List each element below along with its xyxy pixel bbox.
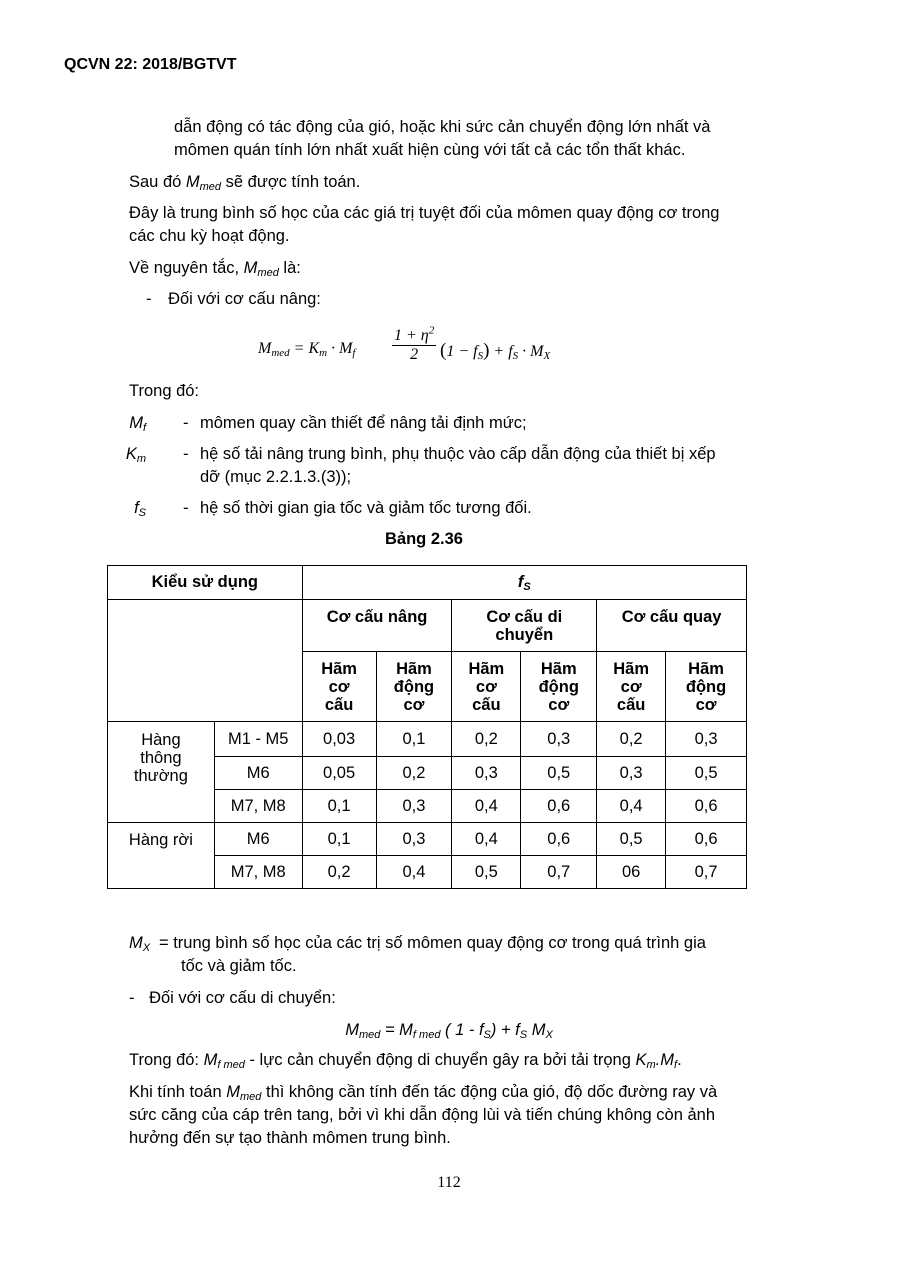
value-cell: 0,2 — [302, 856, 376, 889]
value-cell: 0,05 — [302, 757, 376, 790]
duty-class-cell: M6 — [214, 823, 302, 856]
group-bulk-cargo — [108, 823, 747, 889]
header-usage-type: Kiểu sử dụng — [108, 566, 303, 600]
value-cell: 0,1 — [302, 823, 376, 856]
header-brake-mechanism: Hãm cơ cấu — [452, 652, 521, 722]
value-cell: 0,6 — [521, 790, 597, 823]
value-cell: 0,6 — [666, 790, 747, 823]
value-cell: 0,7 — [666, 856, 747, 889]
value-cell: 0,03 — [302, 722, 376, 757]
definition-km: $K_m$ - hệ số tải nâng trung bình, phụ thuộc vào cấp dẫn động của thiết bị xếp dỡ (mục 2.2.1.3.(3)); — [96, 443, 796, 489]
fs-coefficient-table — [107, 565, 747, 889]
value-cell: 0,4 — [376, 856, 452, 889]
value-cell: 0,2 — [597, 722, 666, 757]
symbol-fs: $f_S$ — [134, 499, 146, 519]
value-cell: 0,3 — [452, 757, 521, 790]
header-brake-motor: Hãm động cơ — [376, 652, 452, 722]
duty-class-cell: M7, M8 — [214, 790, 302, 823]
bullet-travel: - Đối với cơ cấu di chuyển: — [129, 989, 336, 1007]
value-cell: 0,5 — [666, 757, 747, 790]
trong-do-label: Trong đó: — [129, 382, 200, 400]
header-hoisting: Cơ cấu nâng — [302, 600, 452, 652]
header-fs: $f_S$ — [302, 566, 746, 600]
header-travel: Cơ cấu di chuyển — [452, 600, 597, 652]
header-brake-mechanism: Hãm cơ cấu — [597, 652, 666, 722]
symbol-km: $K_m$ — [125, 445, 146, 465]
bullet-hoisting: - Đối với cơ cấu nâng: — [146, 290, 321, 308]
group-ordinary-cargo — [108, 722, 747, 823]
value-cell: 06 — [597, 856, 666, 889]
duty-class-cell: M6 — [214, 757, 302, 790]
definition-mx: $M_X$ = trung bình số học của các trị số mômen quay động cơ trong quá trình gia tốc và giảm tốc. — [129, 934, 706, 975]
value-cell: 0,3 — [376, 823, 452, 856]
group-label-ordinary: Hàng thông thường — [108, 722, 215, 823]
value-cell: 0,5 — [521, 757, 597, 790]
document-header: QCVN 22: 2018/BGTVT — [64, 56, 237, 73]
paragraph-continuation: dẫn động có tác động của gió, hoặc khi sức cản chuyển động lớn nhất và mômen quán tính lớn nhất xuất hiện cùng với tất cả các tổn thất khác. — [174, 118, 711, 159]
trong-do-travel: Trong đó: $M_{f med}$ - lực cản chuyển động di chuyển gây ra bởi tải trọng $K_m.M_f$. — [129, 1051, 682, 1071]
paragraph-mmed-intro: Sau đó $M_{med}$ sẽ được tính toán. — [129, 173, 361, 193]
symbol-mmed: $M_{med}$ — [243, 259, 279, 279]
header-slewing: Cơ cấu quay — [597, 600, 747, 652]
paragraph-final: Khi tính toán $M_{med}$ thì không cần tính đến tác động của gió, độ dốc đường ray và sức căng của cáp trên tang, bởi vì khi dẫn động lùi và tiến chúng không còn ảnh hưởng đến sự tạo thành mômen trung bình. — [129, 1083, 718, 1147]
value-cell: 0,3 — [666, 722, 747, 757]
value-cell: 0,2 — [376, 757, 452, 790]
duty-class-cell: M1 - M5 — [214, 722, 302, 757]
formula-travel: $M_{med} = M_{f med}$ ( $1 - f_S) + f_S$ $M_X$ — [345, 1021, 553, 1041]
value-cell: 0,6 — [521, 823, 597, 856]
page-number: 112 — [437, 1174, 461, 1191]
value-cell: 0,1 — [376, 722, 452, 757]
value-cell: 0,5 — [452, 856, 521, 889]
value-cell: 0,5 — [597, 823, 666, 856]
duty-class-cell: M7, M8 — [214, 856, 302, 889]
header-brake-motor: Hãm động cơ — [521, 652, 597, 722]
symbol-mf: $M_f$ — [129, 414, 146, 434]
paragraph-principle: Về nguyên tắc, $M_{med}$ là: — [129, 259, 301, 279]
group-label-bulk: Hàng rời — [108, 823, 215, 889]
value-cell: 0,6 — [666, 823, 747, 856]
value-cell: 0,2 — [452, 722, 521, 757]
value-cell: 0,4 — [452, 790, 521, 823]
formula-hoisting: $M_{med} = K_m \cdot M_f$ $\frac{1 + \eta^2}{2}$ $(1 - f_S) + f_S \cdot M_X$ — [258, 324, 551, 363]
value-cell: 0,3 — [597, 757, 666, 790]
header-empty — [108, 600, 303, 722]
header-brake-motor: Hãm động cơ — [666, 652, 747, 722]
symbol-mmed: $M_{med}$ — [185, 173, 222, 193]
table-row — [108, 823, 747, 856]
table-title: Bảng 2.36 — [385, 530, 463, 548]
table-row — [108, 722, 747, 757]
value-cell: 0,7 — [521, 856, 597, 889]
value-cell: 0,1 — [302, 790, 376, 823]
header-brake-mechanism: Hãm cơ cấu — [302, 652, 376, 722]
value-cell: 0,3 — [376, 790, 452, 823]
value-cell: 0,4 — [597, 790, 666, 823]
value-cell: 0,3 — [521, 722, 597, 757]
paragraph-definition: Đây là trung bình số học của các giá trị tuyệt đối của mômen quay động cơ trong các chu kỳ hoạt động. — [129, 204, 720, 245]
value-cell: 0,4 — [452, 823, 521, 856]
symbol-mx: $M_X$ — [129, 934, 151, 954]
